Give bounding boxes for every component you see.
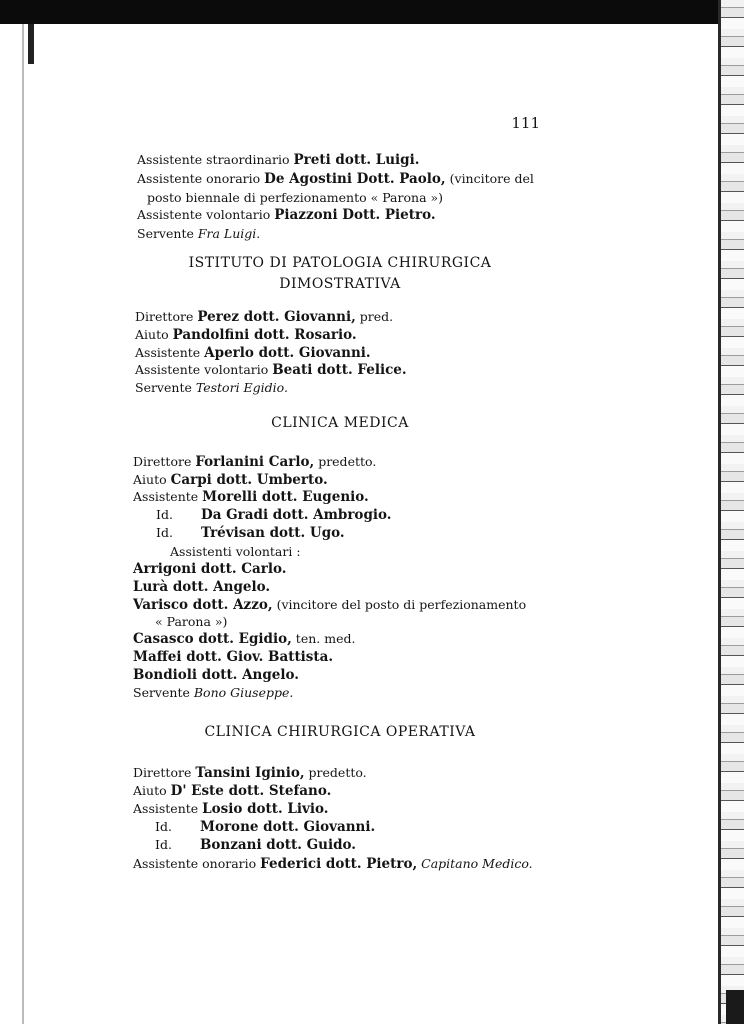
staff-line: Assistente volontario Piazzoni Dott. Pietro. — [137, 207, 436, 223]
section-heading: DIMOSTRATIVA — [279, 276, 401, 292]
staff-line: Lurà dott. Angelo. — [133, 579, 271, 595]
staff-line: Servente Bono Giuseppe. — [133, 685, 294, 700]
scan-top-border — [0, 0, 744, 24]
staff-line: Arrigoni dott. Carlo. — [133, 561, 287, 577]
staff-line: Casasco dott. Egidio, ten. med. — [133, 631, 356, 647]
staff-line: Assistente volontario Beati dott. Felice. — [135, 362, 407, 378]
staff-line: Direttore Forlanini Carlo, predetto. — [133, 454, 377, 470]
staff-line: Aiuto Pandolfini dott. Rosario. — [135, 327, 357, 343]
staff-line: Bondioli dott. Angelo. — [133, 667, 299, 683]
page-number: 111 — [511, 114, 540, 132]
scan-right-edge — [718, 0, 744, 1024]
staff-line: Id. Trévisan dott. Ugo. — [156, 525, 345, 541]
staff-line: Assistente Aperlo dott. Giovanni. — [135, 345, 371, 361]
staff-line: Aiuto Carpi dott. Umberto. — [133, 472, 328, 488]
scan-binding-mark — [28, 24, 34, 64]
scan-left-edge — [22, 24, 24, 1024]
staff-line: Direttore Tansini Iginio, predetto. — [133, 765, 367, 781]
staff-line: Assistente onorario De Agostini Dott. Paolo, (vincitore del — [137, 171, 534, 187]
section-heading: ISTITUTO DI PATOLOGIA CHIRURGICA — [188, 255, 492, 271]
staff-line: Servente Fra Luigi. — [137, 226, 261, 241]
staff-line: Maffei dott. Giov. Battista. — [133, 649, 334, 665]
staff-line: Id. Morone dott. Giovanni. — [155, 819, 376, 835]
staff-line: Id. Da Gradi dott. Ambrogio. — [156, 507, 392, 523]
staff-line-continuation: posto biennale di perfezionamento « Parona ») — [147, 190, 444, 205]
staff-line: Varisco dott. Azzo, (vincitore del posto di perfezionamento — [133, 597, 527, 613]
staff-line: Aiuto D' Este dott. Stefano. — [133, 783, 332, 799]
staff-subheading: Assistenti volontari : — [170, 544, 301, 559]
section-heading: CLINICA MEDICA — [271, 415, 409, 431]
staff-line: Assistente onorario Federici dott. Pietro, Capitano Medico. — [133, 856, 533, 872]
staff-line: Assistente Morelli dott. Eugenio. — [133, 489, 369, 505]
staff-line: Assistente Losio dott. Livio. — [133, 801, 329, 817]
staff-line: Id. Bonzani dott. Guido. — [155, 837, 356, 853]
staff-line: Servente Testori Egidio. — [135, 380, 288, 395]
staff-line-continuation: « Parona ») — [155, 614, 228, 629]
section-heading: CLINICA CHIRURGICA OPERATIVA — [204, 724, 476, 740]
staff-line: Assistente straordinario Preti dott. Luigi. — [137, 152, 420, 168]
staff-line: Direttore Perez dott. Giovanni, pred. — [135, 309, 394, 325]
